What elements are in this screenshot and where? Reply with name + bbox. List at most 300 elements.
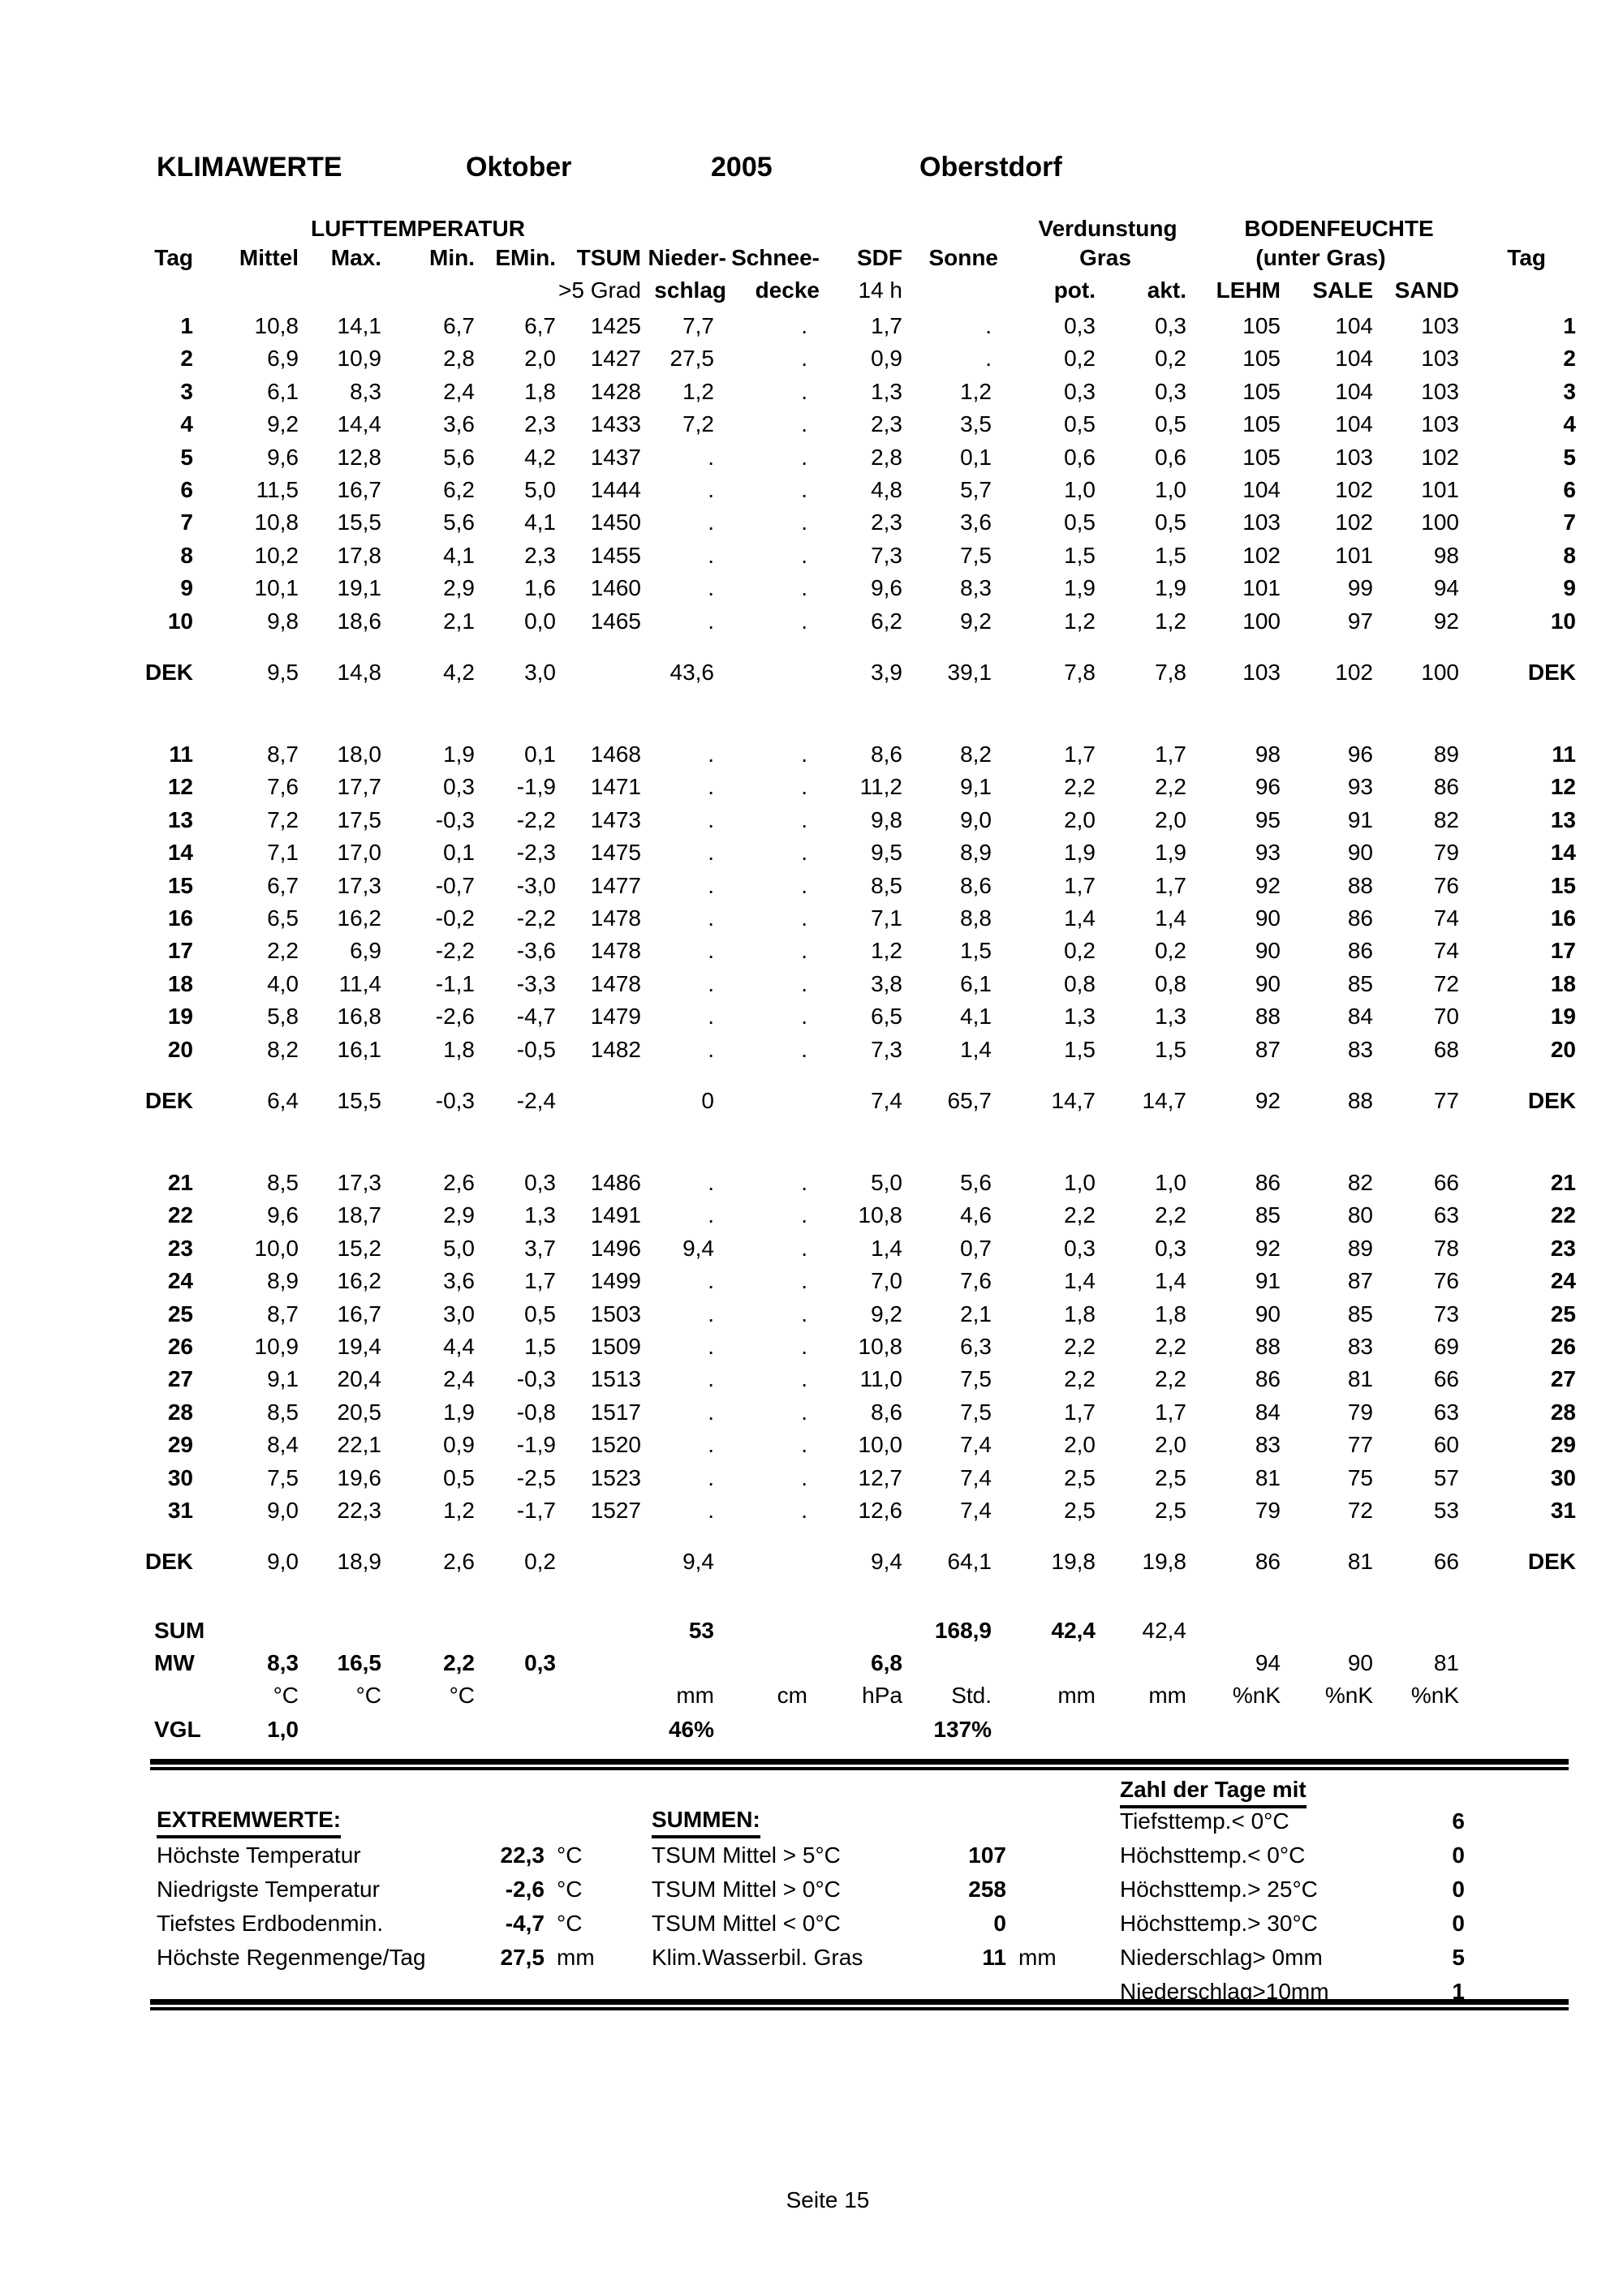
cell-min: 2,4 (443, 1366, 475, 1392)
cell-nieder: . (708, 774, 714, 800)
cell-pot: 0,3 (1064, 378, 1096, 404)
unit-pot: mm (1057, 1683, 1096, 1708)
mw-min: 2,2 (443, 1650, 475, 1675)
cell-tag: 30 (167, 1464, 193, 1490)
col-header-tag-right: Tag (1507, 245, 1546, 270)
cell-nieder: . (708, 542, 714, 568)
cell-emin: 6,7 (524, 313, 556, 338)
cell-tsum: 1509 (590, 1334, 641, 1359)
mw-sdf: 6,8 (871, 1650, 902, 1675)
cell-nieder: . (708, 1301, 714, 1326)
cell-nieder: . (708, 742, 714, 767)
cell-pot: 1,7 (1064, 742, 1096, 767)
cell-nieder: . (708, 1366, 714, 1392)
cell-schnee: . (801, 1432, 807, 1458)
cell-sdf: 9,5 (871, 840, 902, 866)
tage-label: Höchsttemp.> 30°C (1120, 1911, 1318, 1936)
cell-min: 5,0 (443, 1235, 475, 1261)
cell-min: 4,4 (443, 1334, 475, 1359)
cell-sale: 79 (1347, 1399, 1373, 1425)
cell-sonne: 7,4 (960, 1432, 992, 1458)
cell-max: 15,2 (337, 1235, 381, 1261)
cell-tsum: 1444 (590, 477, 641, 502)
cell-lehm: 86 (1255, 1170, 1281, 1195)
cell-nieder: . (708, 840, 714, 866)
cell-akt: 1,0 (1155, 1170, 1186, 1195)
cell-akt: 2,2 (1155, 1366, 1186, 1392)
cell-sand: 76 (1433, 872, 1459, 898)
cell-emin: 5,0 (524, 477, 556, 502)
tage-value: 0 (1452, 1842, 1465, 1868)
cell-tag2: 11 (1552, 742, 1576, 767)
cell-tsum: 1450 (590, 510, 641, 535)
cell-max: 17,3 (337, 872, 381, 898)
cell-schnee: . (801, 1004, 807, 1030)
dek-cell-emin: 0,2 (524, 1549, 556, 1574)
cell-mittel: 7,1 (267, 840, 299, 866)
cell-tag: 12 (167, 774, 193, 800)
cell-max: 16,2 (337, 905, 381, 931)
cell-emin: -1,9 (516, 1432, 556, 1458)
cell-emin: -3,3 (516, 970, 556, 996)
cell-emin: 2,3 (524, 411, 556, 437)
cell-akt: 2,0 (1155, 806, 1186, 832)
cell-tag: 13 (167, 806, 193, 832)
cell-sale: 83 (1347, 1334, 1373, 1359)
cell-nieder: . (708, 1498, 714, 1523)
dek-cell-akt: 19,8 (1142, 1549, 1186, 1574)
sum-verdunstung-akt: 42,4 (1142, 1618, 1186, 1643)
cell-tag2: 31 (1550, 1498, 1576, 1523)
cell-akt: 2,5 (1155, 1464, 1186, 1490)
cell-nieder: . (708, 1036, 714, 1062)
cell-emin: -2,2 (516, 806, 556, 832)
cell-tag2: 14 (1550, 840, 1576, 866)
cell-min: 1,8 (443, 1036, 475, 1062)
cell-min: -0,2 (435, 905, 475, 931)
dek-cell-tag2: DEK (1527, 659, 1576, 685)
cell-emin: -2,5 (516, 1464, 556, 1490)
cell-sdf: 2,3 (871, 510, 902, 535)
cell-pot: 1,9 (1064, 840, 1096, 866)
col-subheader-sand: SAND (1394, 277, 1459, 303)
dek-cell-max: 18,9 (337, 1549, 381, 1574)
cell-sand: 92 (1433, 608, 1459, 634)
cell-max: 16,2 (337, 1268, 381, 1294)
cell-emin: 1,6 (524, 575, 556, 601)
extremwerte-label: Höchste Temperatur (157, 1842, 361, 1868)
cell-emin: 4,1 (524, 510, 556, 535)
cell-sdf: 7,3 (871, 542, 902, 568)
cell-nieder: 9,4 (682, 1235, 714, 1261)
cell-sale: 83 (1347, 1036, 1373, 1062)
cell-akt: 2,5 (1155, 1498, 1186, 1523)
unit-sand: %nK (1410, 1683, 1459, 1708)
cell-max: 6,9 (350, 938, 381, 964)
cell-nieder: 7,7 (682, 313, 714, 338)
cell-tsum: 1437 (590, 444, 641, 470)
cell-sdf: 0,9 (871, 346, 902, 372)
cell-sonne: 7,6 (960, 1268, 992, 1294)
cell-schnee: . (801, 575, 807, 601)
cell-sale: 90 (1347, 840, 1373, 866)
cell-sale: 82 (1347, 1170, 1373, 1195)
cell-pot: 1,2 (1064, 608, 1096, 634)
cell-min: 2,6 (443, 1170, 475, 1195)
cell-pot: 1,7 (1064, 1399, 1096, 1425)
cell-lehm: 90 (1255, 1301, 1281, 1326)
cell-tag: 23 (167, 1235, 193, 1261)
cell-emin: 1,3 (524, 1202, 556, 1228)
cell-sand: 103 (1421, 313, 1459, 338)
cell-schnee: . (801, 840, 807, 866)
summen-label: TSUM Mittel < 0°C (652, 1911, 841, 1936)
dek-cell-nieder: 9,4 (682, 1549, 714, 1574)
station-name: Oberstdorf (919, 152, 1062, 183)
cell-pot: 1,3 (1064, 1004, 1096, 1030)
cell-tag2: 26 (1550, 1334, 1576, 1359)
cell-sonne: 3,6 (960, 510, 992, 535)
cell-pot: 1,5 (1064, 1036, 1096, 1062)
cell-max: 18,7 (337, 1202, 381, 1228)
col-header-unter-gras: (unter Gras) (1255, 245, 1386, 270)
mw-sand: 81 (1433, 1650, 1459, 1675)
cell-pot: 1,9 (1064, 575, 1096, 601)
cell-tsum: 1428 (590, 378, 641, 404)
cell-sale: 104 (1335, 411, 1373, 437)
cell-schnee: . (801, 313, 807, 338)
unit-schnee: cm (777, 1683, 807, 1708)
cell-max: 15,5 (337, 510, 381, 535)
cell-sand: 63 (1433, 1399, 1459, 1425)
dek-cell-mittel: 9,0 (267, 1549, 299, 1574)
cell-schnee: . (801, 378, 807, 404)
cell-sand: 74 (1433, 938, 1459, 964)
cell-akt: 2,2 (1155, 1202, 1186, 1228)
cell-tag: 25 (167, 1301, 193, 1326)
cell-sand: 103 (1421, 378, 1459, 404)
extremwerte-label: Niedrigste Temperatur (157, 1877, 380, 1902)
dek-cell-pot: 19,8 (1051, 1549, 1096, 1574)
dek-cell-pot: 7,8 (1064, 659, 1096, 685)
cell-sale: 99 (1347, 575, 1373, 601)
sum-verdunstung-pot: 42,4 (1051, 1618, 1096, 1643)
cell-tag2: 27 (1550, 1366, 1576, 1392)
cell-sand: 76 (1433, 1268, 1459, 1294)
cell-tag: 28 (167, 1399, 193, 1425)
cell-sonne: 0,7 (960, 1235, 992, 1261)
cell-min: -1,1 (435, 970, 475, 996)
dek-cell-sand: 100 (1421, 659, 1459, 685)
cell-nieder: . (708, 477, 714, 502)
cell-emin: 0,0 (524, 608, 556, 634)
cell-tsum: 1478 (590, 970, 641, 996)
cell-mittel: 8,4 (267, 1432, 299, 1458)
cell-mittel: 10,2 (254, 542, 299, 568)
cell-sdf: 7,0 (871, 1268, 902, 1294)
tage-label: Höchsttemp.> 25°C (1120, 1877, 1318, 1902)
cell-nieder: . (708, 510, 714, 535)
cell-tag: 9 (180, 575, 193, 601)
cell-akt: 1,9 (1155, 840, 1186, 866)
cell-sonne: 9,1 (960, 774, 992, 800)
cell-min: -2,6 (435, 1004, 475, 1030)
dek-cell-nieder: 0 (701, 1087, 714, 1113)
cell-tag2: 28 (1550, 1399, 1576, 1425)
dek-cell-sale: 81 (1347, 1549, 1373, 1574)
cell-nieder: . (708, 1202, 714, 1228)
col-subheader-akt: akt. (1147, 277, 1186, 303)
cell-schnee: . (801, 542, 807, 568)
cell-nieder: 1,2 (682, 378, 714, 404)
cell-schnee: . (801, 444, 807, 470)
cell-pot: 2,2 (1064, 774, 1096, 800)
cell-tsum: 1460 (590, 575, 641, 601)
cell-sand: 78 (1433, 1235, 1459, 1261)
dek-cell-sand: 77 (1433, 1087, 1459, 1113)
cell-mittel: 9,6 (267, 444, 299, 470)
cell-mittel: 9,2 (267, 411, 299, 437)
cell-sonne: 4,1 (960, 1004, 992, 1030)
cell-mittel: 9,0 (267, 1498, 299, 1523)
cell-min: 2,4 (443, 378, 475, 404)
cell-schnee: . (801, 774, 807, 800)
cell-nieder: . (708, 575, 714, 601)
cell-nieder: . (708, 444, 714, 470)
cell-mittel: 9,6 (267, 1202, 299, 1228)
mw-mittel: 8,3 (267, 1650, 299, 1675)
cell-sale: 88 (1347, 872, 1373, 898)
extremwerte-value: -4,7 (505, 1911, 545, 1936)
cell-pot: 2,2 (1064, 1366, 1096, 1392)
cell-tag: 8 (180, 542, 193, 568)
cell-mittel: 10,0 (254, 1235, 299, 1261)
cell-tag2: 25 (1550, 1301, 1576, 1326)
cell-pot: 2,0 (1064, 1432, 1096, 1458)
cell-sonne: 7,5 (960, 1399, 992, 1425)
cell-sale: 75 (1347, 1464, 1373, 1490)
cell-sonne: 1,2 (960, 378, 992, 404)
cell-mittel: 9,1 (267, 1366, 299, 1392)
cell-emin: 1,8 (524, 378, 556, 404)
cell-sale: 77 (1347, 1432, 1373, 1458)
cell-tag: 29 (167, 1432, 193, 1458)
cell-lehm: 90 (1255, 938, 1281, 964)
cell-mittel: 10,1 (254, 575, 299, 601)
cell-sonne: 8,9 (960, 840, 992, 866)
cell-min: -2,2 (435, 938, 475, 964)
dek-cell-max: 14,8 (337, 659, 381, 685)
extremwerte-heading: EXTREMWERTE: (157, 1806, 341, 1838)
cell-schnee: . (801, 742, 807, 767)
cell-max: 19,4 (337, 1334, 381, 1359)
cell-tag2: 4 (1563, 411, 1576, 437)
dek-cell-tag2: DEK (1527, 1549, 1576, 1574)
cell-schnee: . (801, 1170, 807, 1195)
cell-tag: 1 (180, 313, 193, 338)
cell-sale: 86 (1347, 905, 1373, 931)
cell-sdf: 11,2 (859, 774, 902, 800)
cell-mittel: 10,8 (254, 510, 299, 535)
cell-sale: 72 (1347, 1498, 1373, 1523)
cell-tag: 6 (180, 477, 193, 502)
cell-sand: 63 (1433, 1202, 1459, 1228)
cell-tsum: 1465 (590, 608, 641, 634)
cell-schnee: . (801, 905, 807, 931)
cell-mittel: 8,2 (267, 1036, 299, 1062)
cell-schnee: . (801, 1301, 807, 1326)
cell-tag: 10 (167, 608, 193, 634)
dek-cell-sdf: 9,4 (871, 1549, 902, 1574)
dek-cell-tag: DEK (144, 1087, 193, 1113)
divider-rule-top (150, 1759, 1569, 1770)
cell-tsum: 1425 (590, 313, 641, 338)
cell-tag: 14 (167, 840, 193, 866)
col-header-sdf: SDF (857, 245, 902, 270)
cell-lehm: 96 (1255, 774, 1281, 800)
cell-tag: 18 (167, 970, 193, 996)
cell-lehm: 104 (1242, 477, 1281, 502)
tage-label: Niederschlag>10mm (1120, 1979, 1329, 2004)
cell-mittel: 10,8 (254, 313, 299, 338)
unit-nieder: mm (676, 1683, 714, 1708)
cell-tsum: 1475 (590, 840, 641, 866)
cell-tag2: 16 (1550, 905, 1576, 931)
cell-lehm: 105 (1242, 411, 1281, 437)
sum-row-label: SUM (154, 1618, 205, 1643)
tage-label: Niederschlag> 0mm (1120, 1945, 1323, 1970)
cell-sand: 53 (1433, 1498, 1459, 1523)
cell-akt: 2,2 (1155, 774, 1186, 800)
cell-mittel: 7,2 (267, 806, 299, 832)
col-subheader-lehm: LEHM (1216, 277, 1281, 303)
cell-emin: -0,5 (516, 1036, 556, 1062)
cell-lehm: 100 (1242, 608, 1281, 634)
cell-akt: 2,2 (1155, 1334, 1186, 1359)
cell-akt: 1,8 (1155, 1301, 1186, 1326)
cell-tsum: 1479 (590, 1004, 641, 1030)
cell-min: 3,6 (443, 411, 475, 437)
cell-tsum: 1471 (590, 774, 641, 800)
cell-tag2: 9 (1563, 575, 1576, 601)
cell-mittel: 7,6 (267, 774, 299, 800)
cell-sonne: 3,5 (960, 411, 992, 437)
summen-label: Klim.Wasserbil. Gras (652, 1945, 863, 1970)
cell-nieder: . (708, 970, 714, 996)
cell-tag2: 3 (1563, 378, 1576, 404)
cell-sonne: 5,6 (960, 1170, 992, 1195)
summen-value: 258 (968, 1877, 1006, 1902)
cell-tag: 27 (167, 1366, 193, 1392)
report-month: Oktober (466, 152, 572, 183)
cell-akt: 0,3 (1155, 313, 1186, 338)
cell-tsum: 1486 (590, 1170, 641, 1195)
cell-sonne: 7,4 (960, 1464, 992, 1490)
cell-max: 16,7 (337, 1301, 381, 1326)
cell-lehm: 79 (1255, 1498, 1281, 1523)
cell-lehm: 91 (1255, 1268, 1281, 1294)
cell-emin: 2,3 (524, 542, 556, 568)
cell-tag2: 5 (1563, 444, 1576, 470)
cell-tag2: 8 (1563, 542, 1576, 568)
vgl-row-label: VGL (154, 1717, 201, 1742)
cell-sdf: 1,7 (871, 313, 902, 338)
page-title: KLIMAWERTE (157, 152, 342, 183)
cell-schnee: . (801, 970, 807, 996)
cell-sand: 98 (1433, 542, 1459, 568)
cell-tag2: 15 (1550, 872, 1576, 898)
cell-mittel: 4,0 (267, 970, 299, 996)
tage-label: Tiefsttemp.< 0°C (1120, 1808, 1289, 1834)
cell-sand: 101 (1421, 477, 1459, 502)
vgl-sonne: 137% (933, 1717, 992, 1742)
cell-akt: 0,3 (1155, 378, 1186, 404)
extremwerte-value: -2,6 (505, 1877, 545, 1902)
cell-sand: 103 (1421, 411, 1459, 437)
dek-cell-min: 2,6 (443, 1549, 475, 1574)
cell-sand: 69 (1433, 1334, 1459, 1359)
cell-emin: 4,2 (524, 444, 556, 470)
cell-emin: -0,8 (516, 1399, 556, 1425)
cell-lehm: 90 (1255, 905, 1281, 931)
cell-schnee: . (801, 510, 807, 535)
cell-min: 0,9 (443, 1432, 475, 1458)
cell-max: 19,1 (337, 575, 381, 601)
dek-cell-min: -0,3 (435, 1087, 475, 1113)
cell-sdf: 6,5 (871, 1004, 902, 1030)
cell-nieder: . (708, 1399, 714, 1425)
mw-sale: 90 (1347, 1650, 1373, 1675)
dek-cell-max: 15,5 (337, 1087, 381, 1113)
cell-pot: 0,5 (1064, 411, 1096, 437)
cell-tag2: 24 (1550, 1268, 1576, 1294)
cell-sand: 89 (1433, 742, 1459, 767)
col-header-min: Min. (429, 245, 475, 270)
cell-mittel: 10,9 (254, 1334, 299, 1359)
cell-mittel: 7,5 (267, 1464, 299, 1490)
dek-cell-sdf: 3,9 (871, 659, 902, 685)
unit-akt: mm (1148, 1683, 1186, 1708)
cell-nieder: . (708, 1268, 714, 1294)
cell-sdf: 1,2 (871, 938, 902, 964)
cell-tsum: 1482 (590, 1036, 641, 1062)
cell-min: 0,3 (443, 774, 475, 800)
cell-sdf: 9,6 (871, 575, 902, 601)
cell-tsum: 1523 (590, 1464, 641, 1490)
dek-cell-tag: DEK (144, 659, 193, 685)
dek-cell-mittel: 6,4 (267, 1087, 299, 1113)
unit-max: °C (355, 1683, 381, 1708)
cell-schnee: . (801, 1235, 807, 1261)
extremwerte-value: 22,3 (500, 1842, 545, 1868)
cell-tag: 15 (167, 872, 193, 898)
cell-sdf: 5,0 (871, 1170, 902, 1195)
unit-sale: %nK (1324, 1683, 1373, 1708)
cell-sand: 66 (1433, 1170, 1459, 1195)
cell-schnee: . (801, 1464, 807, 1490)
cell-sand: 86 (1433, 774, 1459, 800)
cell-lehm: 105 (1242, 346, 1281, 372)
cell-tsum: 1478 (590, 938, 641, 964)
cell-max: 14,4 (337, 411, 381, 437)
cell-mittel: 8,7 (267, 742, 299, 767)
lufttemperatur-header: LUFTTEMPERATUR (311, 216, 525, 241)
report-year: 2005 (711, 152, 773, 183)
cell-akt: 0,8 (1155, 970, 1186, 996)
cell-min: 3,6 (443, 1268, 475, 1294)
cell-mittel: 8,5 (267, 1399, 299, 1425)
cell-emin: -2,3 (516, 840, 556, 866)
